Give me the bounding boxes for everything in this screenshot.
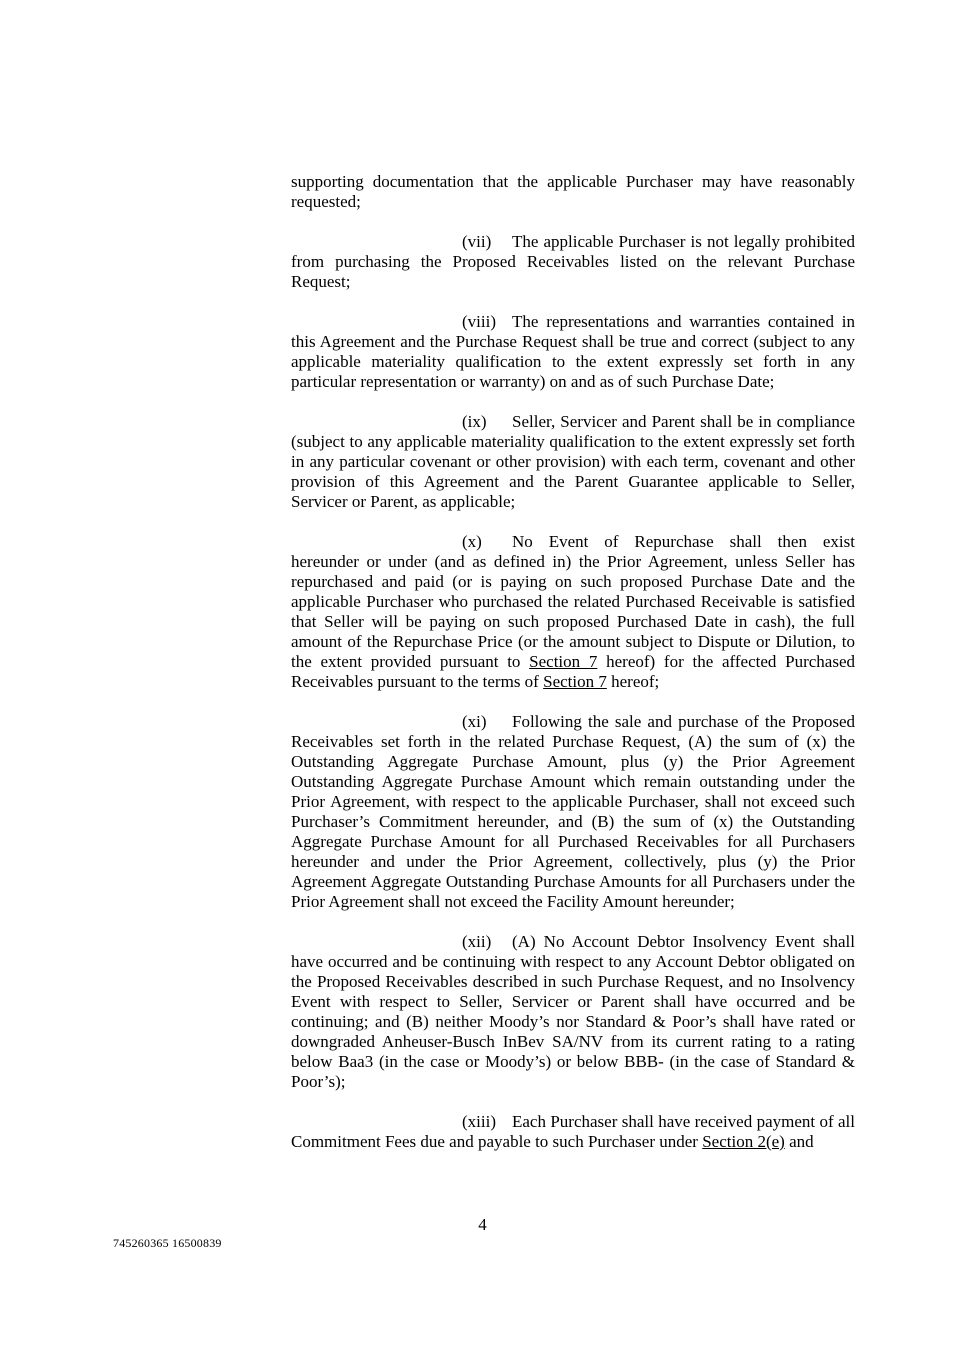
paragraph-number: (xiii): [462, 1112, 496, 1131]
paragraph-text: The applicable Purchaser is not legally prohibited from purchasing the Proposed Receivables listed on the relevant Purchase Request;: [291, 232, 855, 291]
section-reference: Section 7: [543, 672, 607, 691]
paragraph-text: Following the sale and purchase of the Proposed Receivables set forth in the related Purchase Request, (A) the sum of (x) the Outstanding Aggregate Purchase Amount, plus (y) the Prior Agreement Outstanding Aggregate Purchase Amount which remain outstanding under the Prior Agreement, with respect to the applicable Purchaser, shall not exceed such Purchaser’s Commitment hereunder, and (B) the sum of (x) the Outstanding Aggregate Purchase Amount for all Purchased Receivables for all Purchasers hereunder and under the Prior Agreement, collectively, plus (y) the Prior Agreement Aggregate Outstanding Purchase Amounts for all Purchasers under the Prior Agreement shall not exceed the Facility Amount hereunder;: [291, 712, 855, 911]
paragraph-text: hereof) for the affected Purchased Receivables pursuant to the terms of: [291, 652, 855, 691]
paragraph: [291, 712, 855, 912]
paragraph: [291, 232, 855, 292]
paragraph: [291, 532, 855, 692]
paragraph: [291, 932, 855, 1092]
paragraph-text: (A) No Account Debtor Insolvency Event shall have occurred and be continuing with respect to any Account Debtor obligated on the Proposed Receivables described in such Purchase Request, and no Insolvency Event with respect to Seller, Servicer or Parent shall have occurred and be continuing; and (B) neither Moody’s nor Standard & Poor’s shall have rated or downgraded Anheuser-Busch InBev SA/NV from its current rating to a rating below Baa3 (in the case or Moody’s) or below BBB- (in the case of Standard & Poor’s);: [291, 932, 855, 1091]
paragraph-text: Seller, Servicer and Parent shall be in compliance (subject to any applicable materiality qualification to the extent expressly set forth in any particular covenant or other provision) with each term, covenant and other provision of this Agreement and the Parent Guarantee applicable to Seller, Servicer or Parent, as applicable;: [291, 412, 855, 511]
paragraph-text: hereof;: [606, 672, 660, 691]
paragraph-number: (xii): [462, 932, 492, 951]
paragraph-number: (xi): [462, 712, 487, 731]
footer-document-id: 745260365 16500839: [113, 1236, 222, 1250]
document-text: [291, 172, 855, 1172]
paragraph-text: No Event of Repurchase shall then exist hereunder or under (and as defined in) the Prior Agreement, unless Seller has repurchased and paid (or is paying on such proposed Purchase Date and the applicable Purchaser who purchased the related Purchased Receivable is satisfied that Seller will be paying on such proposed Purchased Date in cash), the full amount of the Repurchase Price (or the amount subject to Dispute or Dilution, to the extent provided pursuant to: [291, 532, 855, 671]
paragraph: [291, 312, 855, 392]
paragraph-number: (ix): [462, 412, 487, 431]
page-number: 4: [478, 1215, 487, 1234]
paragraph-text: supporting documentation that the applicable Purchaser may have reasonably requested;: [291, 172, 855, 211]
section-reference: Section 7: [529, 652, 598, 671]
section-reference: Section 2(e): [702, 1132, 785, 1151]
paragraph: [291, 172, 855, 212]
paragraph: [291, 1112, 855, 1152]
paragraph-number: (viii): [462, 312, 496, 331]
paragraph-number: (x): [462, 532, 482, 551]
paragraph-text: Each Purchaser shall have received payment of all Commitment Fees due and payable to such Purchaser under: [291, 1112, 855, 1151]
paragraph: [291, 412, 855, 512]
paragraph-text: and: [784, 1132, 814, 1151]
paragraph-text: The representations and warranties contained in this Agreement and the Purchase Request shall be true and correct (subject to any applicable materiality qualification to the extent expressly set forth in any particular representation or warranty) on and as of such Purchase Date;: [291, 312, 855, 391]
paragraph-number: (vii): [462, 232, 492, 251]
